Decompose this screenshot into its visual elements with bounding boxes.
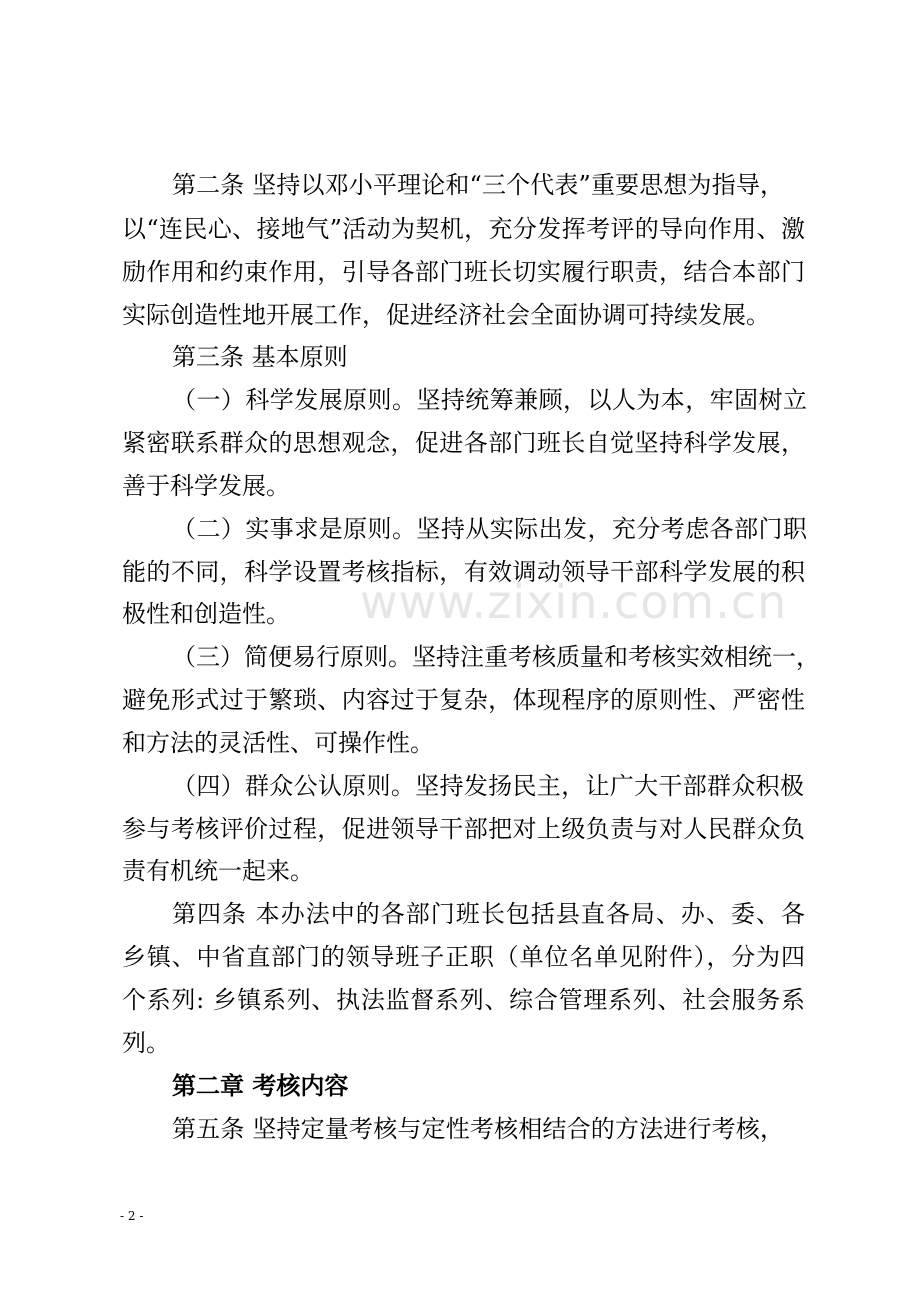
paragraph-line: 第五条 坚持定量考核与定性考核相结合的方法进行考核， bbox=[172, 1115, 784, 1143]
paragraph-line: （三）简便易行原则。坚持注重考核质量和考核实效相统一， bbox=[172, 643, 820, 671]
paragraph-line: 乡镇、中省直部门的领导班子正职（单位名单见附件），分为四 bbox=[122, 943, 805, 971]
paragraph-line: 励作用和约束作用，引导各部门班长切实履行职责，结合本部门 bbox=[122, 258, 805, 286]
paragraph-line: 第四条 本办法中的各部门班长包括县直各局、办、委、各 bbox=[172, 900, 805, 928]
paragraph-line: 极性和创造性。 bbox=[122, 600, 290, 628]
paragraph-line: 能的不同，科学设置考核指标，有效调动领导干部科学发展的积 bbox=[122, 558, 805, 586]
paragraph-line: （二）实事求是原则。坚持从实际出发，充分考虑各部门职 bbox=[172, 515, 807, 543]
paragraph-line: 善于科学发展。 bbox=[122, 472, 290, 500]
paragraph-line: 第二条 坚持以邓小平理论和“三个代表”重要思想为指导， bbox=[172, 171, 784, 199]
paragraph-line: 和方法的灵活性、可操作性。 bbox=[122, 729, 434, 757]
paragraph-line: 紧密联系群众的思想观念，促进各部门班长自觉坚持科学发展， bbox=[122, 429, 805, 457]
paragraph-line: 列。 bbox=[122, 1029, 170, 1057]
paragraph-line: 责有机统一起来。 bbox=[122, 857, 314, 885]
article-heading: 第三条 基本原则 bbox=[172, 343, 348, 371]
paragraph-line: 个系列: 乡镇系列、执法监督系列、综合管理系列、社会服务系 bbox=[122, 986, 805, 1014]
paragraph-line: 以“连民心、接地气”活动为契机，充分发挥考评的导向作用、激 bbox=[122, 215, 805, 243]
paragraph-line: （一）科学发展原则。坚持统筹兼顾，以人为本，牢固树立 bbox=[172, 386, 807, 414]
watermark: www.zixin.com.cn bbox=[360, 575, 788, 629]
paragraph-line: （四）群众公认原则。坚持发扬民主，让广大干部群众积极 bbox=[172, 772, 804, 800]
paragraph-line: 实际创造性地开展工作，促进经济社会全面协调可持续发展。 bbox=[122, 301, 770, 329]
paragraph-line: 参与考核评价过程，促进领导干部把对上级负责与对人民群众负 bbox=[122, 815, 805, 843]
chapter-heading: 第二章 考核内容 bbox=[172, 1072, 349, 1100]
page-number: - 2 - bbox=[120, 1209, 144, 1223]
paragraph-line: 避免形式过于繁琐、内容过于复杂，体现程序的原则性、严密性 bbox=[122, 686, 805, 714]
